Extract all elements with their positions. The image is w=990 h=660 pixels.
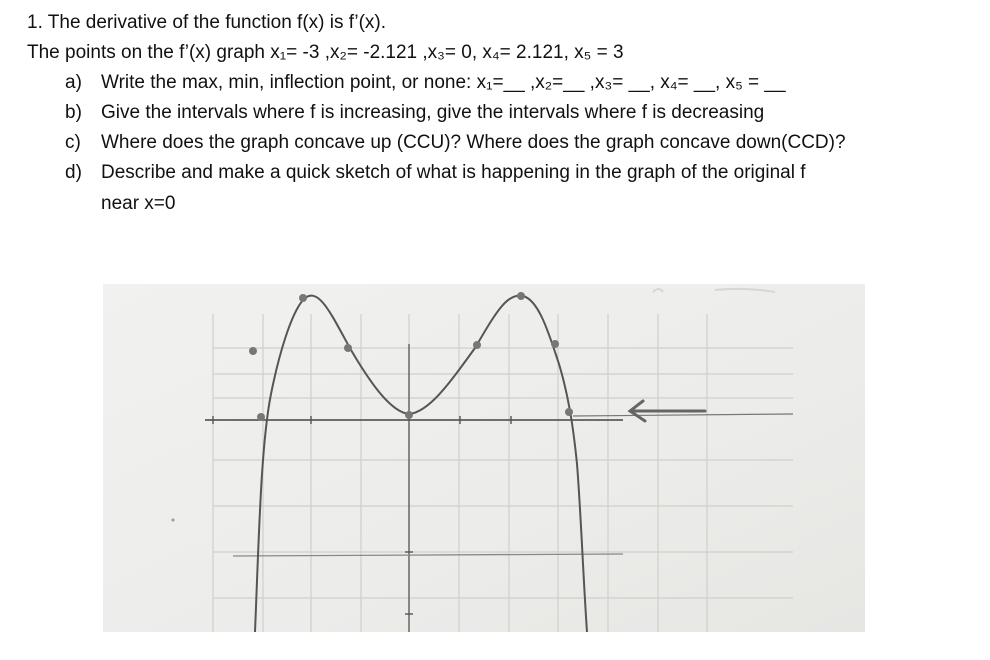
point-x5 [565, 408, 573, 416]
part-d-text: Describe and make a quick sketch of what is happening in the graph of the original f [101, 162, 806, 183]
part-a [65, 71, 786, 95]
part-d-label: d) [65, 162, 82, 183]
points-line: The points on the f’(x) graph x₁= -3 ,x₂= -2.121 ,x₃= 0, x₄= 2.121, x₅ = 3 [27, 42, 624, 63]
point-max-right [517, 292, 525, 300]
point-x2 [344, 344, 352, 352]
part-c-label: c) [65, 132, 81, 153]
point-x4 [473, 341, 481, 349]
paper-background [103, 284, 865, 632]
question-title: 1. The derivative of the function f(x) is f’(x). [27, 12, 387, 33]
part-c [65, 131, 846, 155]
part-b-text: Give the intervals where f is increasing, give the intervals where f is decreasing [101, 102, 765, 123]
part-a-label: a) [65, 72, 82, 93]
part-b-label: b) [65, 102, 82, 123]
point-max-left [299, 294, 307, 302]
stray-mark [172, 519, 175, 522]
part-d [65, 161, 805, 185]
point-x1 [257, 413, 265, 421]
point-x5-curve [551, 340, 559, 348]
part-a-text: Write the max, min, inflection point, or none: x₁=__ ,x₂=__ ,x₃= __, x₄= __, x₅ = __ [101, 72, 786, 93]
part-b [65, 101, 764, 125]
point-x3 [405, 411, 413, 419]
part-c-text: Where does the graph concave up (CCU)? Where does the graph concave down(CCD)? [101, 132, 846, 153]
derivative-graph-photo [103, 284, 865, 632]
part-d-continuation: near x=0 [101, 193, 176, 214]
point-x1-curve [249, 347, 257, 355]
